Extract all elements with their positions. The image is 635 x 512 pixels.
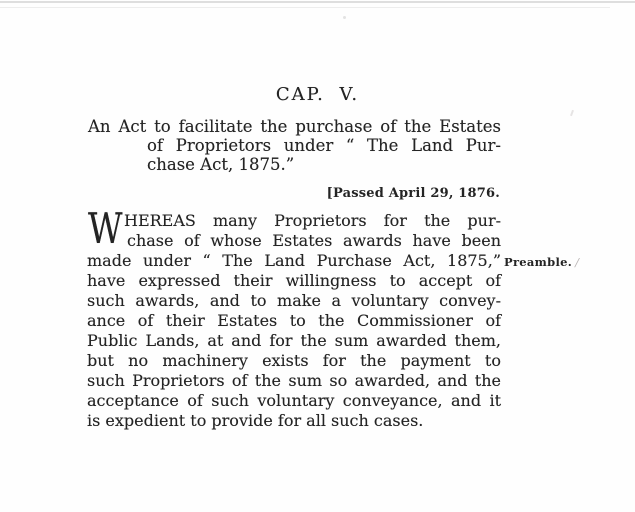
act-title bbox=[88, 117, 501, 174]
body-line: HEREAS many Proprietors for the pur- bbox=[124, 211, 501, 230]
body-line: have expressed their willingness to accept of bbox=[87, 271, 501, 290]
margin-note bbox=[504, 255, 629, 269]
body-line: chase of whose Estates awards have been bbox=[127, 231, 501, 250]
body-line: made under “ The Land Purchase Act, 1875,” bbox=[87, 251, 501, 270]
passed-date-line: [Passed April 29, 1876. bbox=[326, 186, 500, 201]
scan-artifact bbox=[343, 16, 346, 19]
body-line: but no machinery exists for the payment to bbox=[87, 351, 501, 370]
scan-edge-line-top bbox=[0, 1, 635, 3]
margin-note-text: Preamble. bbox=[504, 255, 573, 269]
body-line: ance of their Estates to the Commissioner of bbox=[87, 311, 501, 330]
body-line: such awards, and to make a voluntary convey- bbox=[87, 291, 501, 310]
act-title-line: chase Act, 1875.” bbox=[147, 155, 295, 174]
chapter-heading: CAP. V. bbox=[275, 84, 360, 105]
body-line: is expedient to provide for all such cases. bbox=[87, 411, 424, 430]
margin-note-pen-mark: / bbox=[575, 255, 580, 269]
scan-edge-line-secondary bbox=[0, 7, 610, 8]
body-line: acceptance of such voluntary conveyance, and it bbox=[87, 391, 501, 410]
act-title-line: An Act to facilitate the purchase of the Estates bbox=[88, 117, 501, 136]
drop-cap-initial: W bbox=[88, 204, 123, 253]
body-line: Public Lands, at and for the sum awarded them, bbox=[87, 331, 501, 350]
body-line: such Proprietors of the sum so awarded, and the bbox=[87, 371, 501, 390]
scan-artifact bbox=[570, 110, 574, 116]
preamble-paragraph bbox=[87, 204, 501, 431]
act-title-line: of Proprietors under “ The Land Pur- bbox=[147, 136, 501, 155]
